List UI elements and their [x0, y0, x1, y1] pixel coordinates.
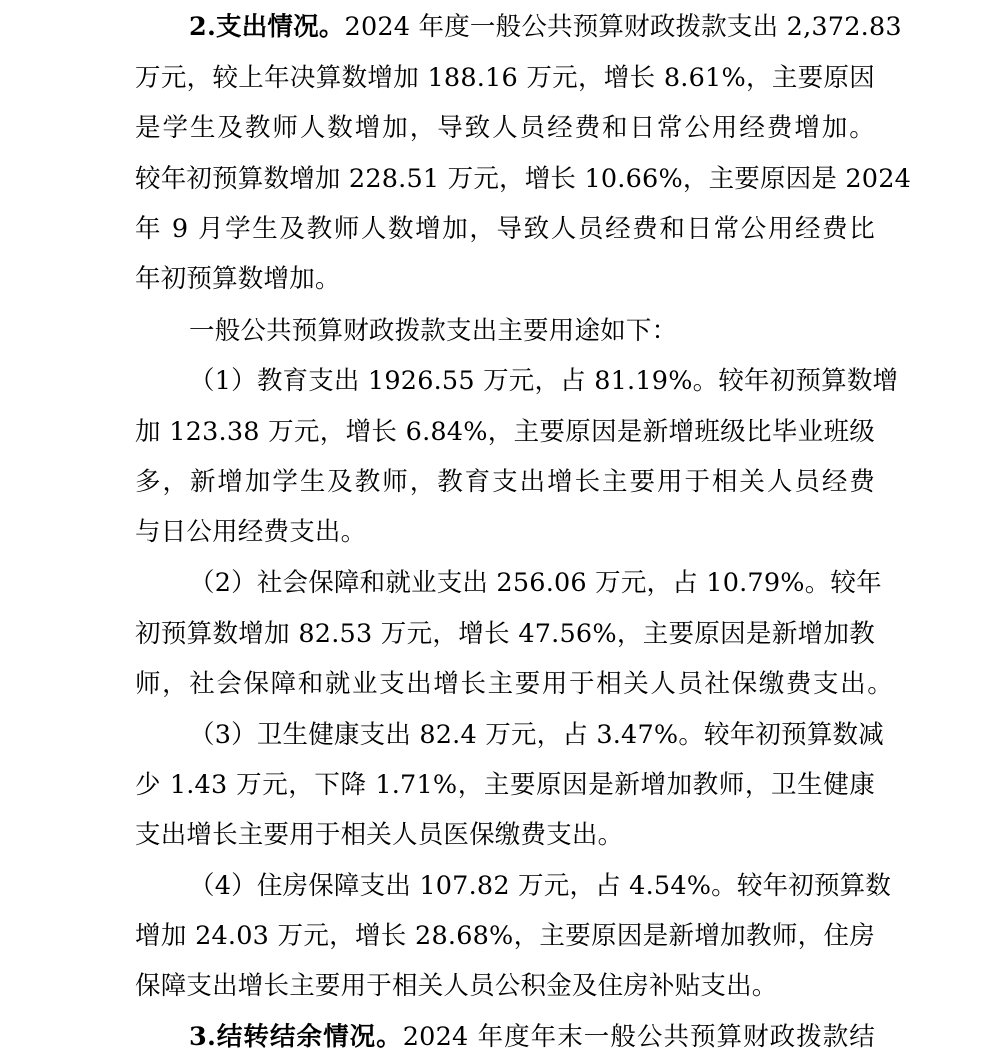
paragraph-health-line-1: （3）卫生健康支出 82.4 万元，占 3.47%。较年初预算数减: [189, 720, 884, 750]
section-heading-expenditure: 2.支出情况。: [189, 12, 345, 42]
paragraph-social-security-line-2: 初预算数增加 82.53 万元，增长 47.56%，主要原因是新增加教: [135, 619, 875, 649]
paragraph-education-line-3: 多，新增加学生及教师，教育支出增长主要用于相关人员经费: [135, 467, 875, 497]
paragraph-expenditure-line-4: 较年初预算数增加 228.51 万元，增长 10.66%，主要原因是 2024: [135, 164, 912, 194]
paragraph-carryover-line-1: 3.结转结余情况。2024 年度年末一般公共预算财政拨款结: [189, 1022, 875, 1052]
paragraph-housing-line-3: 保障支出增长主要用于相关人员公积金及住房补贴支出。: [135, 971, 778, 1001]
paragraph-expenditure-line-3: 是学生及教师人数增加，导致人员经费和日常公用经费增加。: [135, 113, 875, 143]
paragraph-housing-line-1: （4）住房保障支出 107.82 万元，占 4.54%。较年初预算数: [189, 871, 892, 901]
paragraph-expenditure-line-5: 年 9 月学生及教师人数增加，导致人员经费和日常公用经费比: [135, 214, 875, 244]
paragraph-expenditure-line-6: 年初预算数增加。: [135, 264, 341, 294]
paragraph-expenditure-line-1: 2.支出情况。2024 年度一般公共预算财政拨款支出 2,372.83: [189, 12, 902, 42]
paragraph-social-security-line-1: （2）社会保障和就业支出 256.06 万元，占 10.79%。较年: [189, 568, 882, 598]
paragraph-health-line-3: 支出增长主要用于相关人员医保缴费支出。: [135, 820, 624, 850]
paragraph-education-line-1: （1）教育支出 1926.55 万元，占 81.19%。较年初预算数增: [189, 366, 899, 396]
paragraph-housing-line-2: 增加 24.03 万元，增长 28.68%，主要原因是新增加教师，住房: [135, 921, 875, 951]
paragraph-health-line-2: 少 1.43 万元，下降 1.71%，主要原因是新增加教师，卫生健康: [135, 770, 875, 800]
section-heading-carryover: 3.结转结余情况。: [189, 1022, 403, 1052]
paragraph-education-line-2: 加 123.38 万元，增长 6.84%，主要原因是新增班级比毕业班级: [135, 417, 875, 447]
paragraph-usage-intro: 一般公共预算财政拨款支出主要用途如下：: [189, 316, 678, 346]
paragraph-education-line-4: 与日公用经费支出。: [135, 517, 367, 547]
paragraph-expenditure-line-2: 万元，较上年决算数增加 188.16 万元，增长 8.61%，主要原因: [135, 63, 875, 93]
paragraph-social-security-line-3: 师，社会保障和就业支出增长主要用于相关人员社保缴费支出。: [135, 669, 893, 699]
